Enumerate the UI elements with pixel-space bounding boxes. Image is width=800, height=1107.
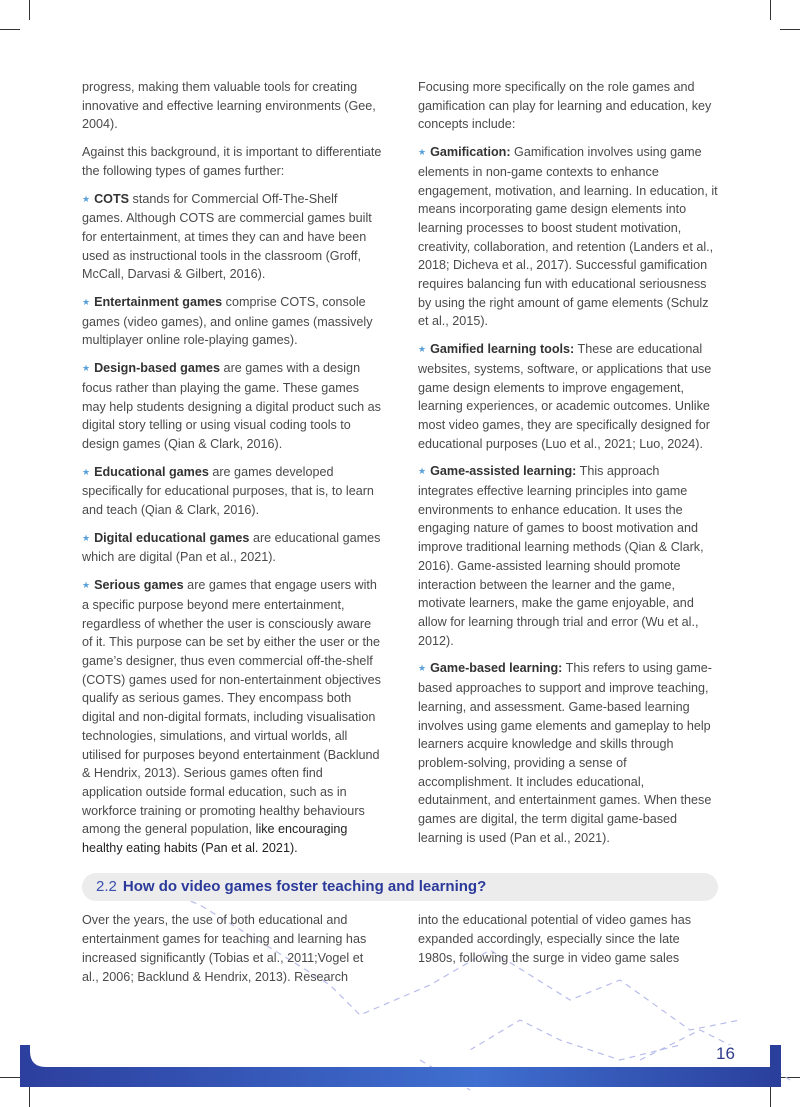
list-item-educational-games [82, 463, 382, 520]
definition: stands for Commercial Off-The-Shelf games. Although COTS are commercial games built for entertainment, at times they can and have been used as instructional tools in the classroom (Groff, McCall, Darvasi & Gilbert, 2016). [82, 191, 372, 282]
right-column [418, 78, 718, 856]
star-bullet-icon: ★ [418, 344, 427, 355]
definition: This approach integrates effective learning principles into game environments to enhance education. It uses the engaging nature of games to boost motivation and improve traditional learning methods (Qian & Clark, 2016). Game-assisted learning should promote interaction between the learner and the game, motivate learners, make the game enjoyable, and allow for learning through trial and error (Wu et al., 2012). [418, 464, 704, 648]
star-bullet-icon: ★ [418, 466, 427, 477]
term: Game-assisted learning: [430, 464, 577, 479]
star-bullet-icon: ★ [418, 147, 427, 158]
list-item-entertainment-games [82, 293, 382, 350]
section-left-text: Over the years, the use of both educational and entertainment games for teaching and learning has increased significantly (Tobias et al., 2011;Vogel et al., 2006; Backlund & Hendrix, 2013). Research [82, 913, 367, 984]
section-right-text: into the educational potential of video games has expanded accordingly, especially since the late 1980s, following the surge in video game sales [418, 913, 692, 965]
list-item-serious-games [82, 576, 382, 858]
page-number: 16 [716, 1044, 735, 1063]
star-bullet-icon: ★ [82, 532, 91, 543]
term: Educational games [94, 464, 209, 479]
definition: are games that engage users with a specific purpose beyond mere entertainment, regardless of whether the user is consciously aware of it. This purpose can be set by either the user or the game’s designer, thus even commercial off-the-shelf (COTS) games used for non-entertainment objectives qualify as serious games. They encompass both digital and non-digital formats, including visualisation technologies, simulations, and virtual worlds, all utilised for purposes beyond entertainment (Backlund & Hendrix, 2013). Serious games often find application outside formal education, such as in workforce training or promoting healthy behaviours among the general population, [82, 578, 381, 837]
list-item-game-assisted-learning [418, 462, 718, 650]
list-item-design-based-games [82, 359, 382, 454]
term: Gamified learning tools: [430, 342, 575, 357]
star-bullet-icon: ★ [82, 363, 91, 374]
definition: comprise COTS, console games (video games), and online games (massively multiplayer online role-playing games). [82, 295, 373, 348]
list-item-cots [82, 190, 382, 285]
term: Game-based learning: [430, 661, 563, 676]
star-bullet-icon: ★ [418, 663, 427, 674]
definition: are games with a design focus rather than playing the game. These games may help students designing a digital product such as digital story telling or using visual coding tools to design games (Qian & Clark, 2016). [82, 361, 381, 451]
section-number: 2.2 [96, 878, 117, 895]
left-column [82, 78, 382, 867]
term: COTS [94, 191, 130, 206]
list-item-digital-educational-games [82, 529, 382, 567]
intro-continuation: progress, making them valuable tools for creating innovative and effective learning environments (Gee, 2004). [82, 80, 376, 132]
star-bullet-icon: ★ [82, 466, 91, 477]
definition: These are educational websites, systems, software, or applications that use game design elements to improve engagement, learning experiences, or academic outcomes. Unlike most video games, they are specifically designed for educational purposes (Luo et al., 2021; Luo, 2024). [418, 342, 712, 451]
term: Serious games [94, 578, 184, 593]
definition: are educational games which are digital (Pan et al., 2021). [82, 530, 381, 565]
list-item-game-based-learning [418, 659, 718, 847]
term: Digital educational games [94, 530, 250, 545]
definition: Gamification involves using game elements in non-game contexts to enhance engagement, motivation, and learning. In education, it means incorporating game design elements into learning processes to boost student motivation, creativity, collaboration, and retention (Landers et al., 2018; Dicheva et al., 2017). Successful gamification requires balancing fun with educational seriousness by using the right amount of game elements (Schulz et al., 2015). [418, 145, 718, 329]
section-title: How do video games foster teaching and learning? [122, 878, 487, 895]
section-heading [82, 873, 718, 901]
term: Design-based games [94, 361, 221, 376]
definition: are games developed specifically for educational purposes, that is, to learn and teach (Qian & Clark, 2016). [82, 464, 374, 518]
list-item-gamification [418, 143, 718, 331]
highlighted-text: like encouraging healthy eating habits (Pan et al. 2021). [82, 822, 348, 856]
term: Entertainment games [94, 295, 223, 310]
list-item-gamified-learning-tools [418, 340, 718, 453]
definition: This refers to using game-based approaches to support and improve teaching, learning, and assessment. Game-based learning involves using game elements and gameplay to help learners acquire knowledge and skills through problem-solving, providing a sense of accomplishment. It includes educational, edutainment, and entertainment games. When these games are digital, the term digital game-based learning is used (Pan et al., 2021). [418, 661, 712, 845]
star-bullet-icon: ★ [82, 580, 91, 591]
term: Gamification: [430, 145, 511, 160]
concepts-intro: Focusing more specifically on the role games and gamification can play for learning and education, key concepts include: [418, 80, 712, 132]
star-bullet-icon: ★ [82, 193, 91, 204]
background-paragraph: Against this background, it is important to differentiate the following types of games further: [82, 145, 382, 178]
footer-running-title: Video Games in European Schools: Results from the Games in Schools 2023-2024 Research Project [58, 1047, 506, 1058]
star-bullet-icon: ★ [82, 297, 91, 308]
